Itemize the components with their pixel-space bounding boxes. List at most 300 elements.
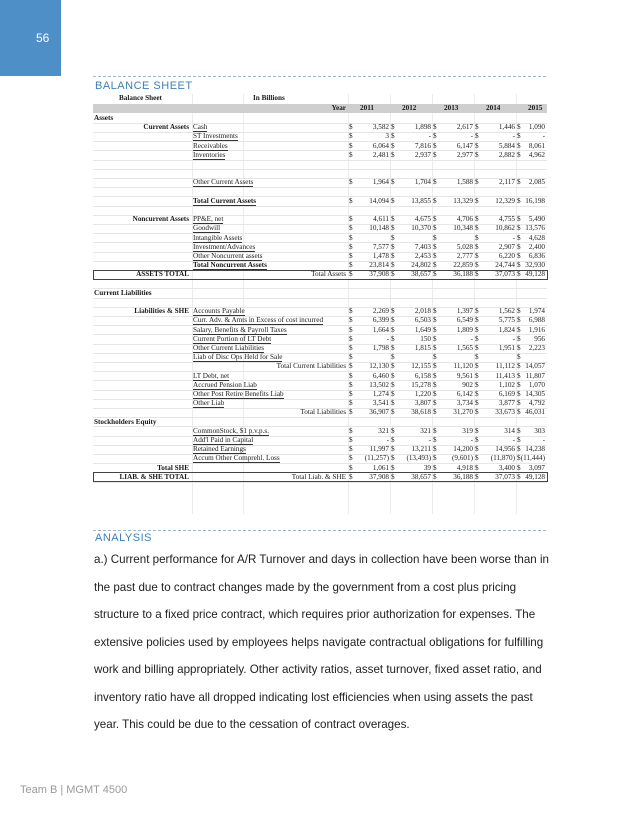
- dollar-sign: $: [349, 224, 353, 233]
- dollar-sign: $: [517, 178, 521, 187]
- cell-value: 13,329: [453, 196, 473, 205]
- cell-value: 6,220: [498, 252, 515, 260]
- line-item-label: Cash: [193, 123, 208, 132]
- group-label: ASSETS TOTAL: [136, 270, 189, 279]
- cell-value: 5,028: [456, 242, 473, 251]
- cell-value: 11,413: [495, 371, 515, 380]
- cell-value: 6,460: [372, 371, 389, 380]
- cell-value: 1,588: [456, 178, 473, 187]
- cell-value: 6,147: [456, 141, 473, 150]
- cell-value: 14,305: [525, 390, 545, 398]
- dollar-sign: $: [391, 380, 395, 389]
- dollar-sign: $: [475, 390, 479, 398]
- label-underline: [193, 159, 225, 160]
- cell-value: 37,908: [369, 270, 389, 279]
- cell-value: 2,777: [456, 252, 473, 260]
- cell-value: 956: [534, 334, 545, 343]
- total-label: Total Liab. & SHE: [291, 472, 346, 481]
- group-label: Liabilities & SHE: [134, 307, 189, 316]
- cell-value: -: [512, 233, 515, 242]
- dollar-sign: $: [349, 436, 353, 444]
- section-label: Current Liabilities: [94, 288, 152, 297]
- dollar-sign: $: [349, 325, 353, 334]
- dollar-sign: $: [391, 178, 395, 187]
- cell-value: 6,399: [372, 316, 389, 325]
- cell-value: -: [386, 334, 389, 343]
- cell-value: 1,061: [372, 463, 389, 472]
- cell-value: 1,274: [372, 390, 389, 398]
- cell-value: 5,884: [498, 141, 515, 150]
- row-gridline: [93, 169, 547, 170]
- page-number-badge: [0, 0, 61, 76]
- cell-value: (9,601): [452, 454, 473, 463]
- dollar-sign: $: [433, 454, 437, 463]
- dollar-sign: $: [391, 426, 395, 435]
- dollar-sign: $: [349, 463, 353, 472]
- dollar-sign: $: [475, 408, 479, 417]
- cell-value: 11,807: [525, 371, 545, 380]
- dollar-sign: $: [349, 261, 353, 270]
- dollar-sign: $: [433, 178, 437, 187]
- dollar-sign: $: [517, 390, 521, 398]
- dollar-sign: $: [391, 399, 395, 408]
- dollar-sign: $: [475, 334, 479, 343]
- dollar-sign: $: [349, 399, 353, 408]
- dollar-sign: $: [349, 150, 353, 159]
- cell-value: 1,815: [414, 344, 431, 352]
- cell-value: -: [512, 436, 515, 444]
- line-item-label: Add'l Paid in Capital: [193, 436, 254, 444]
- dollar-sign: $: [475, 224, 479, 233]
- dollar-sign: $: [391, 224, 395, 233]
- cell-value: 6,836: [528, 252, 545, 260]
- year-header-2014: 2014: [486, 104, 501, 112]
- cell-value: 1,974: [528, 307, 545, 316]
- dollar-sign: $: [475, 371, 479, 380]
- section-title: BALANCE SHEET: [95, 80, 193, 92]
- dollar-sign: $: [475, 436, 479, 444]
- label-underline: [193, 462, 280, 463]
- cell-value: 33,673: [495, 408, 515, 417]
- dollar-sign: $: [391, 344, 395, 352]
- dollar-sign: $: [433, 233, 437, 242]
- dollar-sign: $: [475, 141, 479, 150]
- dollar-sign: $: [349, 270, 353, 279]
- cell-value: 4,755: [498, 215, 515, 224]
- cell-value: 2,400: [528, 242, 545, 251]
- dollar-sign: $: [349, 344, 353, 352]
- cell-value: 1,916: [528, 325, 545, 334]
- dollar-sign: $: [517, 399, 521, 408]
- dollar-sign: $: [391, 123, 395, 132]
- cell-value: 1,446: [498, 123, 515, 132]
- dollar-sign: $: [517, 436, 521, 444]
- cell-value: 6,988: [528, 316, 545, 325]
- dollar-sign: $: [475, 445, 479, 454]
- line-item-label: Salary, Benefits & Payroll Taxes: [193, 325, 287, 334]
- cell-value: 4,962: [528, 150, 545, 159]
- cell-value: 2,223: [528, 344, 545, 352]
- cell-value: 1,664: [372, 325, 389, 334]
- cell-value: 902: [462, 380, 473, 389]
- line-item-label: Total Current Assets: [193, 196, 257, 205]
- dollar-sign: $: [517, 123, 521, 132]
- dollar-sign: $: [517, 141, 521, 150]
- balance-sheet-table: [93, 94, 547, 514]
- dollar-sign: $: [349, 316, 353, 325]
- cell-value: 1,704: [414, 178, 431, 187]
- cell-value: 14,200: [453, 445, 473, 454]
- row-gridline: [93, 206, 547, 207]
- cell-value: 6,064: [372, 141, 389, 150]
- cell-value: 2,269: [372, 307, 389, 316]
- dollar-sign: $: [433, 426, 437, 435]
- cell-value: 12,130: [369, 362, 389, 371]
- year-header-2013: 2013: [444, 104, 459, 112]
- dollar-sign: $: [433, 224, 437, 233]
- dollar-sign: $: [517, 224, 521, 233]
- dollar-sign: $: [349, 472, 353, 481]
- dollar-sign: $: [433, 252, 437, 260]
- dollar-sign: $: [349, 307, 353, 316]
- cell-value: 150: [420, 334, 431, 343]
- label-underline: [193, 186, 253, 187]
- dollar-sign: $: [391, 371, 395, 380]
- dollar-sign: $: [475, 215, 479, 224]
- dollar-sign: $: [517, 353, 521, 362]
- dollar-sign: $: [349, 390, 353, 398]
- cell-value: (11,444): [520, 454, 545, 463]
- dollar-sign: $: [475, 261, 479, 270]
- cell-value: 2,882: [498, 150, 515, 159]
- dollar-sign: $: [433, 362, 437, 371]
- cell-value: -: [470, 436, 473, 444]
- cell-value: 2,907: [498, 242, 515, 251]
- cell-value: 46,031: [525, 408, 545, 417]
- dollar-sign: $: [391, 362, 395, 371]
- cell-value: 10,862: [495, 224, 515, 233]
- dollar-sign: $: [433, 399, 437, 408]
- dollar-sign: $: [349, 426, 353, 435]
- cell-value: 32,930: [525, 261, 545, 270]
- cell-value: -: [428, 132, 431, 141]
- cell-value: 14,956: [495, 445, 515, 454]
- cell-value: 3,541: [372, 399, 389, 408]
- cell-value: 31,270: [453, 408, 473, 417]
- line-item-label: LT Debt, net: [193, 371, 230, 380]
- dollar-sign: $: [433, 472, 437, 481]
- top-divider: [93, 76, 546, 77]
- cell-value: 321: [420, 426, 431, 435]
- dollar-sign: $: [475, 150, 479, 159]
- cell-value: 14,238: [525, 445, 545, 454]
- cell-value: 8,061: [528, 141, 545, 150]
- label-underline: [193, 407, 224, 408]
- cell-value: 11,112: [495, 362, 515, 371]
- cell-value: 1,562: [498, 307, 515, 316]
- year-header-2011: 2011: [360, 104, 374, 112]
- dollar-sign: $: [349, 233, 353, 242]
- cell-value: 11,120: [453, 362, 473, 371]
- cell-value: -: [512, 132, 515, 141]
- cell-value: 3: [385, 132, 389, 141]
- cell-value: 1,798: [372, 344, 389, 352]
- dollar-sign: $: [349, 242, 353, 251]
- dollar-sign: $: [349, 178, 353, 187]
- cell-value: 1,951: [498, 344, 515, 352]
- dollar-sign: $: [475, 426, 479, 435]
- dollar-sign: $: [349, 334, 353, 343]
- row-gridline: [93, 288, 547, 289]
- dollar-sign: $: [475, 454, 479, 463]
- dollar-sign: $: [517, 463, 521, 472]
- line-item-label: Investment/Advances: [193, 242, 256, 251]
- dollar-sign: $: [433, 390, 437, 398]
- dollar-sign: $: [349, 123, 353, 132]
- dollar-sign: $: [391, 270, 395, 279]
- dollar-sign: $: [349, 196, 353, 205]
- dollar-sign: $: [349, 371, 353, 380]
- dollar-sign: $: [475, 472, 479, 481]
- cell-value: 23,814: [369, 261, 389, 270]
- cell-value: 303: [534, 426, 545, 435]
- dollar-sign: $: [391, 261, 395, 270]
- line-item-label: PP&E, net: [193, 215, 224, 224]
- total-label: Total Assets: [311, 270, 346, 279]
- dollar-sign: $: [517, 233, 521, 242]
- cell-value: 1,824: [498, 325, 515, 334]
- cell-value: 15,278: [411, 380, 431, 389]
- cell-value: 6,142: [456, 390, 473, 398]
- cell-value: 6,503: [414, 316, 431, 325]
- dollar-sign: $: [391, 408, 395, 417]
- sheet-title: Balance Sheet: [119, 94, 162, 102]
- cell-value: 36,907: [369, 408, 389, 417]
- dollar-sign: $: [517, 362, 521, 371]
- line-item-label: Other Current Assets: [193, 178, 254, 187]
- dollar-sign: $: [475, 242, 479, 251]
- cell-value: 2,617: [456, 123, 473, 132]
- dollar-sign: $: [517, 252, 521, 260]
- dollar-sign: $: [391, 233, 395, 242]
- cell-value: (11,257): [364, 454, 389, 463]
- dollar-sign: $: [475, 252, 479, 260]
- dollar-sign: $: [391, 242, 395, 251]
- dollar-sign: $: [391, 436, 395, 444]
- dollar-sign: $: [517, 242, 521, 251]
- line-item-label: Intangible Assets: [193, 233, 243, 242]
- dollar-sign: $: [433, 242, 437, 251]
- cell-value: -: [386, 436, 389, 444]
- cell-value: 13,502: [369, 380, 389, 389]
- row-gridline: [93, 187, 547, 188]
- dollar-sign: $: [391, 132, 395, 141]
- dollar-sign: $: [517, 316, 521, 325]
- dollar-sign: $: [433, 463, 437, 472]
- line-item-label: CommonStock, $1 p.v.p.s.: [193, 426, 270, 435]
- dollar-sign: $: [349, 362, 353, 371]
- cell-value: 2,085: [528, 178, 545, 187]
- dollar-sign: $: [433, 215, 437, 224]
- dollar-sign: $: [349, 408, 353, 417]
- dollar-sign: $: [391, 316, 395, 325]
- dollar-sign: $: [391, 150, 395, 159]
- cell-value: 3,877: [498, 399, 515, 408]
- cell-value: 4,675: [414, 215, 431, 224]
- line-item-label: Curr. Adv. & Amts in Excess of cost incurred: [193, 316, 324, 325]
- line-item-label: Total Noncurrent Assets: [193, 261, 267, 270]
- dollar-sign: $: [433, 334, 437, 343]
- dollar-sign: $: [391, 325, 395, 334]
- cell-value: -: [428, 436, 431, 444]
- cell-value: 1,220: [414, 390, 431, 398]
- cell-value: -: [470, 132, 473, 141]
- line-item-label: Inventories: [193, 150, 226, 159]
- dollar-sign: $: [517, 334, 521, 343]
- dollar-sign: $: [349, 132, 353, 141]
- cell-value: 3,097: [528, 463, 545, 472]
- dollar-sign: $: [391, 390, 395, 398]
- cell-value: 37,073: [495, 270, 515, 279]
- cell-value: 49,128: [525, 472, 545, 481]
- cell-value: 4,611: [373, 215, 389, 224]
- page-number: 56: [36, 31, 50, 45]
- dollar-sign: $: [433, 141, 437, 150]
- dollar-sign: $: [349, 380, 353, 389]
- cell-value: 6,549: [456, 316, 473, 325]
- dollar-sign: $: [391, 196, 395, 205]
- cell-value: 3,734: [456, 399, 473, 408]
- dollar-sign: $: [475, 325, 479, 334]
- cell-value: 14,094: [369, 196, 389, 205]
- cell-value: 1,964: [372, 178, 389, 187]
- dollar-sign: $: [349, 252, 353, 260]
- analysis-title: ANALYSIS: [95, 532, 152, 544]
- dollar-sign: $: [475, 270, 479, 279]
- dollar-sign: $: [475, 123, 479, 132]
- dollar-sign: $: [517, 371, 521, 380]
- dollar-sign: $: [517, 196, 521, 205]
- cell-value: 319: [462, 426, 473, 435]
- dollar-sign: $: [517, 380, 521, 389]
- dollar-sign: $: [349, 353, 353, 362]
- dollar-sign: $: [391, 141, 395, 150]
- dollar-sign: $: [517, 150, 521, 159]
- line-item-label: Other Current Liabilities: [193, 344, 265, 352]
- dollar-sign: $: [349, 454, 353, 463]
- dollar-sign: $: [433, 371, 437, 380]
- section-label: Assets: [94, 114, 114, 122]
- line-item-label: Retained Earnings: [193, 445, 246, 454]
- dollar-sign: $: [349, 445, 353, 454]
- dollar-sign: $: [517, 261, 521, 270]
- cell-value: 10,148: [369, 224, 389, 233]
- dollar-sign: $: [517, 408, 521, 417]
- line-item-label: ST Investments: [193, 132, 238, 141]
- year-header-2012: 2012: [402, 104, 417, 112]
- cell-value: 39: [423, 463, 431, 472]
- cell-value: 1,070: [528, 380, 545, 389]
- line-item-label: Accum Other Comprehl. Loss: [193, 454, 280, 463]
- dollar-sign: $: [391, 215, 395, 224]
- dollar-sign: $: [391, 454, 395, 463]
- cell-value: 4,792: [528, 399, 545, 408]
- cell-value: 10,348: [453, 224, 473, 233]
- cell-value: 1,649: [414, 325, 431, 334]
- line-item-label: Current Portion of LT Debt: [193, 334, 272, 343]
- cell-value: 10,370: [411, 224, 431, 233]
- cell-value: 37,908: [369, 472, 389, 481]
- dollar-sign: $: [391, 334, 395, 343]
- total-row-border: [93, 472, 548, 482]
- cell-value: 1,478: [372, 252, 389, 260]
- cell-value: 9,561: [456, 371, 473, 380]
- analysis-divider: [93, 530, 546, 531]
- dollar-sign: $: [517, 344, 521, 352]
- dollar-sign: $: [475, 233, 479, 242]
- year-header-band: [93, 104, 547, 113]
- cell-value: 12,155: [411, 362, 431, 371]
- cell-value: 6,158: [414, 371, 431, 380]
- line-item-label: Accounts Payable: [193, 307, 245, 316]
- dollar-sign: $: [433, 380, 437, 389]
- cell-value: 11,997: [369, 445, 389, 454]
- dollar-sign: $: [517, 270, 521, 279]
- dollar-sign: $: [517, 472, 521, 481]
- label-underline: [193, 205, 256, 206]
- line-item-label: Other Post Retire Benefits Liab: [193, 390, 284, 398]
- cell-value: -: [512, 334, 515, 343]
- cell-value: 3,582: [372, 123, 389, 132]
- row-gridline: [93, 160, 547, 161]
- cell-value: 13,211: [411, 445, 431, 454]
- cell-value: (13,493): [406, 454, 431, 463]
- group-label: Noncurrent Assets: [132, 215, 189, 224]
- cell-value: 38,657: [411, 472, 431, 481]
- dollar-sign: $: [433, 196, 437, 205]
- dollar-sign: $: [517, 426, 521, 435]
- dollar-sign: $: [433, 316, 437, 325]
- analysis-paragraph: a.) Current performance for A/R Turnover and days in collection have been worse than in the past due to contract changes made by the government from a cost plus pricing structure to a fixed price contract, which requires prior authorization for expenses. The extensive policies used by employees helps navigate contractual obligations for fulfilling work and billing appropriately. Other activity ratios, asset turnover, fixed asset ratio, and inventory ratio have all dropped indicating lost efficiencies when using assets the past year. This could be due to the cessation of contract overages.: [94, 553, 549, 731]
- cell-value: 314: [504, 426, 515, 435]
- year-label: Year: [331, 104, 346, 112]
- cell-value: 1,090: [528, 123, 545, 132]
- dollar-sign: $: [475, 196, 479, 205]
- cell-value: 3,400: [498, 463, 515, 472]
- dollar-sign: $: [475, 463, 479, 472]
- dollar-sign: $: [433, 408, 437, 417]
- dollar-sign: $: [475, 399, 479, 408]
- dollar-sign: $: [433, 261, 437, 270]
- cell-value: 24,802: [411, 261, 431, 270]
- dollar-sign: $: [475, 344, 479, 352]
- cell-value: 13,855: [411, 196, 431, 205]
- cell-value: 1,102: [498, 380, 515, 389]
- dollar-sign: $: [517, 445, 521, 454]
- dollar-sign: $: [475, 178, 479, 187]
- dollar-sign: $: [433, 270, 437, 279]
- cell-value: 36,188: [453, 270, 473, 279]
- cell-value: 14,057: [525, 362, 545, 371]
- dollar-sign: $: [391, 445, 395, 454]
- cell-value: 4,706: [456, 215, 473, 224]
- cell-value: 5,775: [498, 316, 515, 325]
- line-item-label: Liab of Disc Ops Held for Sale: [193, 353, 283, 362]
- group-label: LIAB. & SHE TOTAL: [119, 472, 189, 481]
- dollar-sign: $: [391, 472, 395, 481]
- dollar-sign: $: [475, 132, 479, 141]
- dollar-sign: $: [517, 454, 521, 463]
